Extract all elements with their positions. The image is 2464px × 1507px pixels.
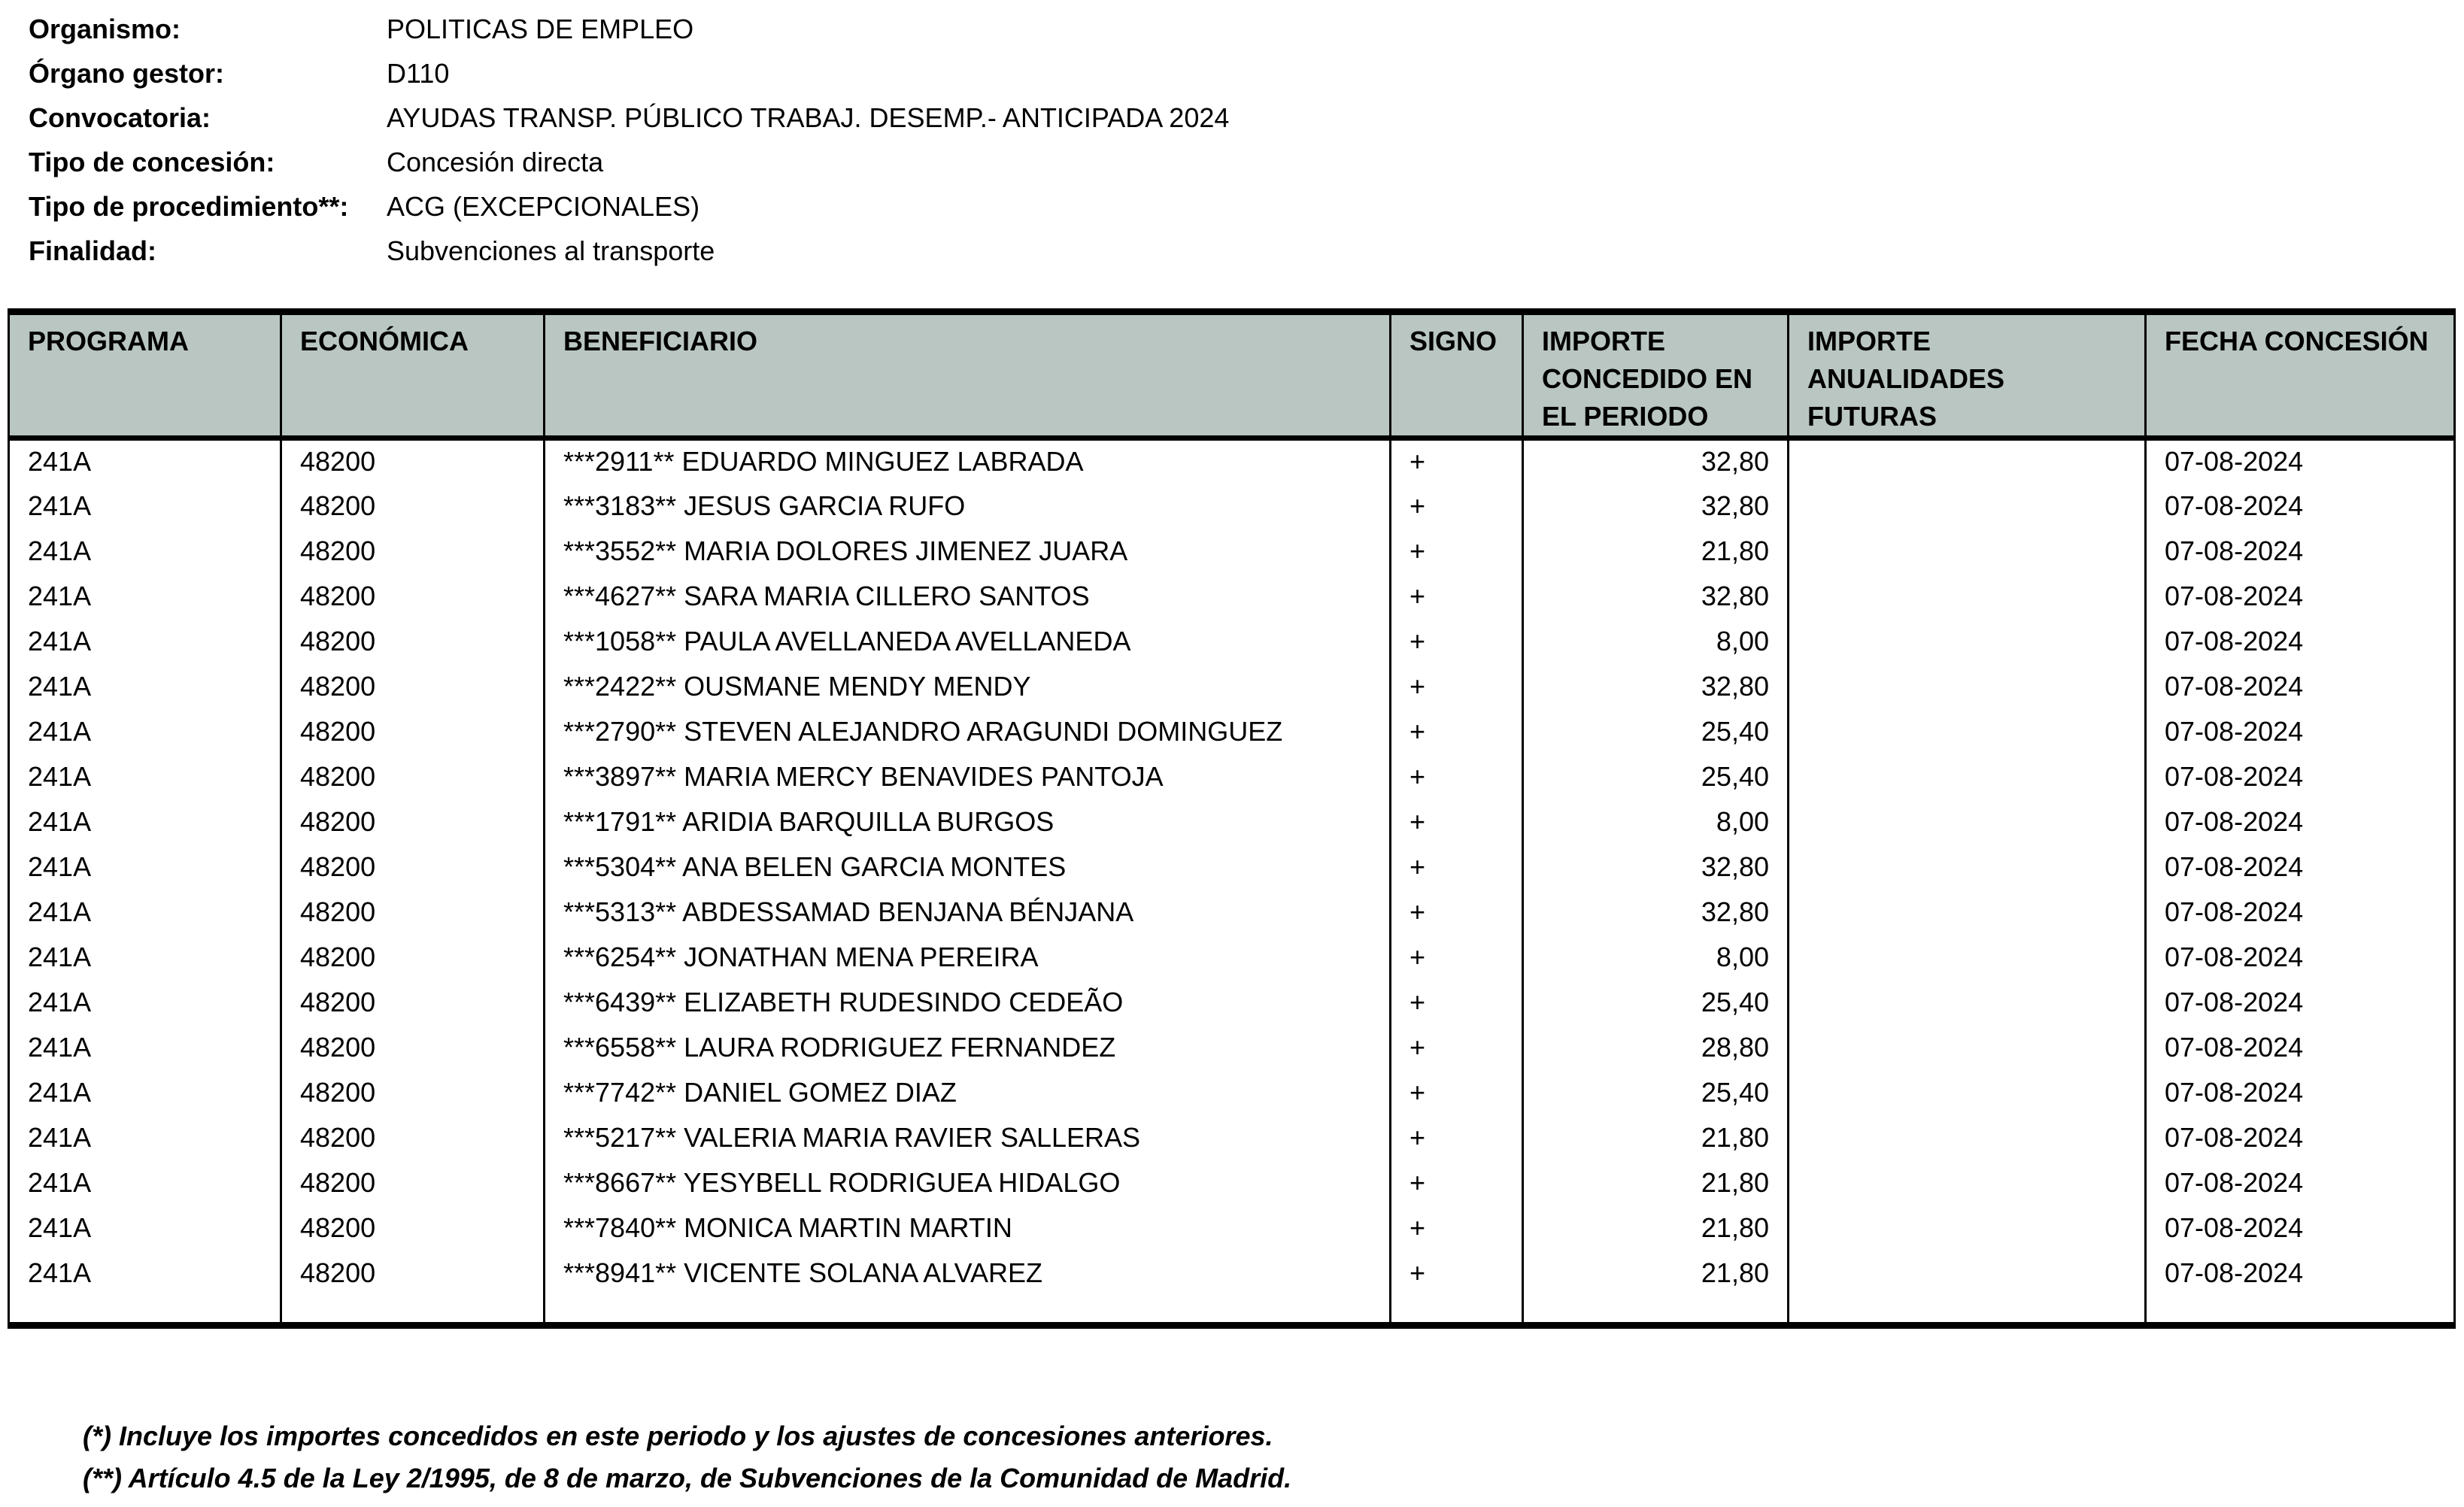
cell-programa: 241A bbox=[9, 529, 281, 574]
cell-economica: 48200 bbox=[281, 709, 545, 754]
spacer-cell bbox=[9, 1296, 281, 1326]
cell-beneficiario: ***5313** ABDESSAMAD BENJANA BÉNJANA bbox=[545, 890, 1391, 935]
table-header-row bbox=[9, 312, 2455, 438]
cell-beneficiario: ***3897** MARIA MERCY BENAVIDES PANTOJA bbox=[545, 754, 1391, 799]
cell-signo: + bbox=[1391, 799, 1523, 844]
cell-fecha-concesion: 07-08-2024 bbox=[2146, 844, 2455, 890]
cell-importe-concedido: 28,80 bbox=[1523, 1025, 1789, 1070]
cell-beneficiario: ***2790** STEVEN ALEJANDRO ARAGUNDI DOMINGUEZ bbox=[545, 709, 1391, 754]
meta-value-organo-gestor: D110 bbox=[387, 58, 450, 89]
cell-signo: + bbox=[1391, 438, 1523, 484]
cell-importe-concedido: 32,80 bbox=[1523, 574, 1789, 619]
column-header-economica: ECONÓMICA bbox=[281, 312, 545, 438]
spacer-cell bbox=[1523, 1296, 1789, 1326]
cell-importe-anualidades bbox=[1789, 664, 2146, 709]
cell-signo: + bbox=[1391, 619, 1523, 664]
cell-importe-anualidades bbox=[1789, 799, 2146, 844]
table-row bbox=[9, 1205, 2455, 1251]
cell-programa: 241A bbox=[9, 1070, 281, 1115]
cell-programa: 241A bbox=[9, 438, 281, 484]
cell-importe-anualidades bbox=[1789, 1115, 2146, 1160]
cell-programa: 241A bbox=[9, 1115, 281, 1160]
footnote-ley: (**) Artículo 4.5 de la Ley 2/1995, de 8 de marzo, de Subvenciones de la Comunidad de Madrid. bbox=[83, 1463, 1292, 1493]
spacer-cell bbox=[545, 1296, 1391, 1326]
cell-importe-anualidades bbox=[1789, 709, 2146, 754]
table-row bbox=[9, 980, 2455, 1025]
cell-importe-concedido: 21,80 bbox=[1523, 1115, 1789, 1160]
cell-fecha-concesion: 07-08-2024 bbox=[2146, 1251, 2455, 1296]
column-header-importe-anualidades: IMPORTE ANUALIDADES FUTURAS bbox=[1789, 312, 2146, 438]
grants-table bbox=[8, 308, 2456, 1329]
cell-programa: 241A bbox=[9, 574, 281, 619]
meta-value-finalidad: Subvenciones al transporte bbox=[387, 235, 715, 266]
cell-importe-concedido: 21,80 bbox=[1523, 529, 1789, 574]
meta-row-finalidad bbox=[29, 235, 1229, 280]
cell-economica: 48200 bbox=[281, 1205, 545, 1251]
meta-row-convocatoria bbox=[29, 102, 1229, 147]
cell-signo: + bbox=[1391, 1025, 1523, 1070]
cell-economica: 48200 bbox=[281, 1115, 545, 1160]
table-row bbox=[9, 799, 2455, 844]
cell-programa: 241A bbox=[9, 619, 281, 664]
document-meta bbox=[29, 14, 1229, 280]
table-row bbox=[9, 890, 2455, 935]
spacer-cell bbox=[1789, 1296, 2146, 1326]
cell-economica: 48200 bbox=[281, 619, 545, 664]
cell-beneficiario: ***7840** MONICA MARTIN MARTIN bbox=[545, 1205, 1391, 1251]
cell-programa: 241A bbox=[9, 1251, 281, 1296]
cell-importe-anualidades bbox=[1789, 529, 2146, 574]
meta-label-tipo-concesion: Tipo de concesión: bbox=[29, 147, 275, 177]
cell-beneficiario: ***2422** OUSMANE MENDY MENDY bbox=[545, 664, 1391, 709]
table-row bbox=[9, 935, 2455, 980]
cell-importe-concedido: 25,40 bbox=[1523, 754, 1789, 799]
cell-signo: + bbox=[1391, 484, 1523, 529]
cell-importe-concedido: 8,00 bbox=[1523, 799, 1789, 844]
cell-programa: 241A bbox=[9, 484, 281, 529]
table-row bbox=[9, 619, 2455, 664]
cell-signo: + bbox=[1391, 1160, 1523, 1205]
cell-economica: 48200 bbox=[281, 438, 545, 484]
cell-importe-concedido: 25,40 bbox=[1523, 980, 1789, 1025]
cell-programa: 241A bbox=[9, 935, 281, 980]
meta-row-organismo bbox=[29, 14, 1229, 58]
cell-importe-anualidades bbox=[1789, 1070, 2146, 1115]
cell-beneficiario: ***3183** JESUS GARCIA RUFO bbox=[545, 484, 1391, 529]
table-row bbox=[9, 438, 2455, 484]
cell-signo: + bbox=[1391, 844, 1523, 890]
cell-economica: 48200 bbox=[281, 529, 545, 574]
cell-beneficiario: ***7742** DANIEL GOMEZ DIAZ bbox=[545, 1070, 1391, 1115]
meta-row-organo-gestor bbox=[29, 58, 1229, 102]
table-row bbox=[9, 709, 2455, 754]
cell-importe-anualidades bbox=[1789, 484, 2146, 529]
cell-importe-anualidades bbox=[1789, 619, 2146, 664]
cell-signo: + bbox=[1391, 1251, 1523, 1296]
cell-signo: + bbox=[1391, 1205, 1523, 1251]
cell-programa: 241A bbox=[9, 890, 281, 935]
cell-importe-anualidades bbox=[1789, 1025, 2146, 1070]
cell-beneficiario: ***5304** ANA BELEN GARCIA MONTES bbox=[545, 844, 1391, 890]
cell-fecha-concesion: 07-08-2024 bbox=[2146, 529, 2455, 574]
cell-importe-concedido: 25,40 bbox=[1523, 1070, 1789, 1115]
cell-economica: 48200 bbox=[281, 890, 545, 935]
meta-label-tipo-procedimiento: Tipo de procedimiento**: bbox=[29, 191, 349, 222]
cell-beneficiario: ***1058** PAULA AVELLANEDA AVELLANEDA bbox=[545, 619, 1391, 664]
cell-beneficiario: ***3552** MARIA DOLORES JIMENEZ JUARA bbox=[545, 529, 1391, 574]
cell-signo: + bbox=[1391, 935, 1523, 980]
cell-beneficiario: ***6439** ELIZABETH RUDESINDO CEDEÃO bbox=[545, 980, 1391, 1025]
cell-beneficiario: ***1791** ARIDIA BARQUILLA BURGOS bbox=[545, 799, 1391, 844]
cell-fecha-concesion: 07-08-2024 bbox=[2146, 890, 2455, 935]
table-row bbox=[9, 574, 2455, 619]
cell-programa: 241A bbox=[9, 709, 281, 754]
cell-programa: 241A bbox=[9, 754, 281, 799]
cell-signo: + bbox=[1391, 890, 1523, 935]
meta-value-convocatoria: AYUDAS TRANSP. PÚBLICO TRABAJ. DESEMP.- ANTICIPADA 2024 bbox=[387, 102, 1230, 133]
column-header-programa: PROGRAMA bbox=[9, 312, 281, 438]
column-header-beneficiario: BENEFICIARIO bbox=[545, 312, 1391, 438]
meta-row-tipo-procedimiento bbox=[29, 191, 1229, 235]
cell-fecha-concesion: 07-08-2024 bbox=[2146, 1205, 2455, 1251]
column-header-importe-concedido: IMPORTE CONCEDIDO EN EL PERIODO bbox=[1523, 312, 1789, 438]
cell-signo: + bbox=[1391, 754, 1523, 799]
cell-beneficiario: ***6558** LAURA RODRIGUEZ FERNANDEZ bbox=[545, 1025, 1391, 1070]
cell-importe-concedido: 8,00 bbox=[1523, 619, 1789, 664]
cell-fecha-concesion: 07-08-2024 bbox=[2146, 980, 2455, 1025]
table-row bbox=[9, 1115, 2455, 1160]
cell-importe-anualidades bbox=[1789, 1205, 2146, 1251]
cell-beneficiario: ***5217** VALERIA MARIA RAVIER SALLERAS bbox=[545, 1115, 1391, 1160]
cell-fecha-concesion: 07-08-2024 bbox=[2146, 574, 2455, 619]
cell-signo: + bbox=[1391, 709, 1523, 754]
cell-importe-concedido: 32,80 bbox=[1523, 890, 1789, 935]
cell-importe-concedido: 21,80 bbox=[1523, 1251, 1789, 1296]
cell-programa: 241A bbox=[9, 799, 281, 844]
cell-economica: 48200 bbox=[281, 1251, 545, 1296]
cell-economica: 48200 bbox=[281, 754, 545, 799]
cell-fecha-concesion: 07-08-2024 bbox=[2146, 1115, 2455, 1160]
cell-fecha-concesion: 07-08-2024 bbox=[2146, 1025, 2455, 1070]
cell-fecha-concesion: 07-08-2024 bbox=[2146, 1070, 2455, 1115]
cell-beneficiario: ***4627** SARA MARIA CILLERO SANTOS bbox=[545, 574, 1391, 619]
cell-importe-concedido: 25,40 bbox=[1523, 709, 1789, 754]
cell-economica: 48200 bbox=[281, 574, 545, 619]
cell-fecha-concesion: 07-08-2024 bbox=[2146, 1160, 2455, 1205]
meta-label-organo-gestor: Órgano gestor: bbox=[29, 58, 225, 89]
cell-importe-concedido: 21,80 bbox=[1523, 1160, 1789, 1205]
cell-importe-anualidades bbox=[1789, 1251, 2146, 1296]
meta-label-organismo: Organismo: bbox=[29, 14, 181, 44]
cell-economica: 48200 bbox=[281, 799, 545, 844]
table-row bbox=[9, 844, 2455, 890]
cell-programa: 241A bbox=[9, 1025, 281, 1070]
cell-importe-anualidades bbox=[1789, 844, 2146, 890]
cell-signo: + bbox=[1391, 574, 1523, 619]
cell-importe-anualidades bbox=[1789, 890, 2146, 935]
cell-programa: 241A bbox=[9, 1205, 281, 1251]
cell-beneficiario: ***6254** JONATHAN MENA PEREIRA bbox=[545, 935, 1391, 980]
cell-beneficiario: ***2911** EDUARDO MINGUEZ LABRADA bbox=[545, 438, 1391, 484]
cell-economica: 48200 bbox=[281, 1160, 545, 1205]
cell-economica: 48200 bbox=[281, 664, 545, 709]
table-row bbox=[9, 1070, 2455, 1115]
cell-fecha-concesion: 07-08-2024 bbox=[2146, 664, 2455, 709]
cell-economica: 48200 bbox=[281, 484, 545, 529]
meta-row-tipo-concesion bbox=[29, 147, 1229, 191]
cell-fecha-concesion: 07-08-2024 bbox=[2146, 935, 2455, 980]
cell-economica: 48200 bbox=[281, 844, 545, 890]
table-row bbox=[9, 664, 2455, 709]
cell-economica: 48200 bbox=[281, 1070, 545, 1115]
cell-signo: + bbox=[1391, 664, 1523, 709]
cell-signo: + bbox=[1391, 980, 1523, 1025]
cell-importe-concedido: 32,80 bbox=[1523, 844, 1789, 890]
meta-label-finalidad: Finalidad: bbox=[29, 235, 156, 266]
spacer-cell bbox=[281, 1296, 545, 1326]
cell-fecha-concesion: 07-08-2024 bbox=[2146, 799, 2455, 844]
spacer-cell bbox=[1391, 1296, 1523, 1326]
cell-importe-anualidades bbox=[1789, 438, 2146, 484]
cell-beneficiario: ***8941** VICENTE SOLANA ALVAREZ bbox=[545, 1251, 1391, 1296]
column-header-signo: SIGNO bbox=[1391, 312, 1523, 438]
cell-fecha-concesion: 07-08-2024 bbox=[2146, 709, 2455, 754]
table-row bbox=[9, 529, 2455, 574]
cell-signo: + bbox=[1391, 1070, 1523, 1115]
cell-fecha-concesion: 07-08-2024 bbox=[2146, 619, 2455, 664]
cell-programa: 241A bbox=[9, 844, 281, 890]
cell-programa: 241A bbox=[9, 664, 281, 709]
cell-economica: 48200 bbox=[281, 1025, 545, 1070]
cell-fecha-concesion: 07-08-2024 bbox=[2146, 754, 2455, 799]
cell-importe-concedido: 21,80 bbox=[1523, 1205, 1789, 1251]
meta-value-organismo: POLITICAS DE EMPLEO bbox=[387, 14, 694, 44]
meta-value-tipo-concesion: Concesión directa bbox=[387, 147, 604, 177]
cell-signo: + bbox=[1391, 1115, 1523, 1160]
cell-importe-anualidades bbox=[1789, 980, 2146, 1025]
cell-fecha-concesion: 07-08-2024 bbox=[2146, 438, 2455, 484]
table-row bbox=[9, 754, 2455, 799]
cell-importe-concedido: 32,80 bbox=[1523, 664, 1789, 709]
cell-economica: 48200 bbox=[281, 935, 545, 980]
meta-value-tipo-procedimiento: ACG (EXCEPCIONALES) bbox=[387, 191, 700, 222]
cell-importe-concedido: 32,80 bbox=[1523, 484, 1789, 529]
meta-label-convocatoria: Convocatoria: bbox=[29, 102, 211, 133]
cell-fecha-concesion: 07-08-2024 bbox=[2146, 484, 2455, 529]
table-row bbox=[9, 1251, 2455, 1296]
cell-economica: 48200 bbox=[281, 980, 545, 1025]
footnote-periodo: (*) Incluye los importes concedidos en este periodo y los ajustes de concesiones anteriores. bbox=[83, 1421, 1273, 1451]
table-row bbox=[9, 484, 2455, 529]
cell-signo: + bbox=[1391, 529, 1523, 574]
cell-beneficiario: ***8667** YESYBELL RODRIGUEA HIDALGO bbox=[545, 1160, 1391, 1205]
spacer-cell bbox=[2146, 1296, 2455, 1326]
cell-importe-concedido: 32,80 bbox=[1523, 438, 1789, 484]
cell-importe-anualidades bbox=[1789, 1160, 2146, 1205]
cell-programa: 241A bbox=[9, 980, 281, 1025]
table-row bbox=[9, 1025, 2455, 1070]
table-spacer-row bbox=[9, 1296, 2455, 1326]
table-row bbox=[9, 1160, 2455, 1205]
cell-importe-concedido: 8,00 bbox=[1523, 935, 1789, 980]
cell-importe-anualidades bbox=[1789, 754, 2146, 799]
column-header-fecha-concesion: FECHA CONCESIÓN bbox=[2146, 312, 2455, 438]
cell-importe-anualidades bbox=[1789, 574, 2146, 619]
footnotes bbox=[83, 1415, 1291, 1499]
cell-programa: 241A bbox=[9, 1160, 281, 1205]
cell-importe-anualidades bbox=[1789, 935, 2146, 980]
